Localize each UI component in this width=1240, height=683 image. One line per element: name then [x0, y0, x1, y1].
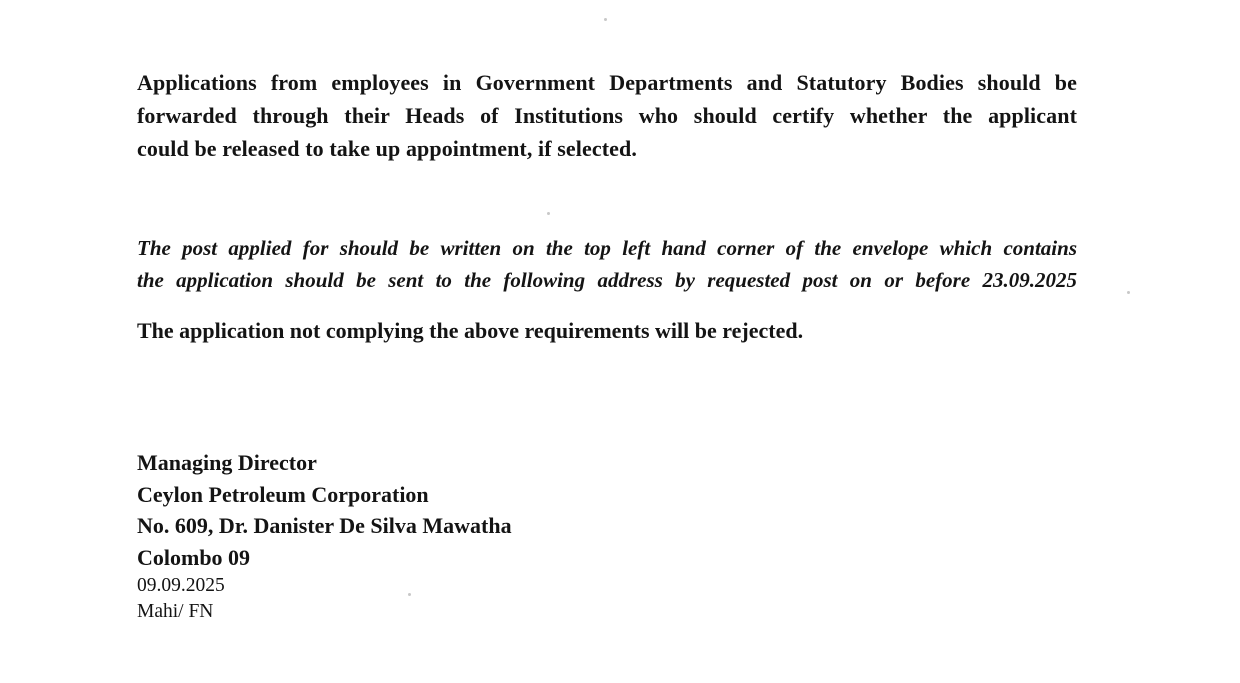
paragraph-government-employees — [137, 66, 1077, 165]
text-line: the application should be sent to the following address by requested post on or before 23.09.2025 — [137, 268, 1077, 292]
text-line: The post applied for should be written on the top left hand corner of the envelope which contains — [137, 236, 1077, 260]
address-line: Colombo 09 — [137, 544, 251, 570]
address-line: No. 609, Dr. Danister De Silva Mawatha — [137, 513, 512, 538]
scan-speck — [1127, 291, 1130, 294]
letter-body — [137, 66, 1077, 625]
reference-initials: Mahi/ FN — [137, 601, 214, 622]
signature-block — [137, 447, 1077, 625]
scan-speck — [604, 18, 607, 21]
text-line: could be released to take up appointment, if selected. — [137, 136, 637, 161]
paragraph-rejection-notice: The application not complying the above requirements will be rejected. — [137, 318, 804, 343]
organization-name: Ceylon Petroleum Corporation — [137, 481, 429, 507]
paragraph-envelope-instruction — [137, 232, 1077, 296]
text-line: forwarded through their Heads of Institutions who should certify whether the applicant — [137, 103, 1077, 128]
text-line: Applications from employees in Government Departments and Statutory Bodies should be — [137, 70, 1077, 95]
signatory-title: Managing Director — [137, 450, 317, 475]
letter-date: 09.09.2025 — [137, 575, 225, 596]
